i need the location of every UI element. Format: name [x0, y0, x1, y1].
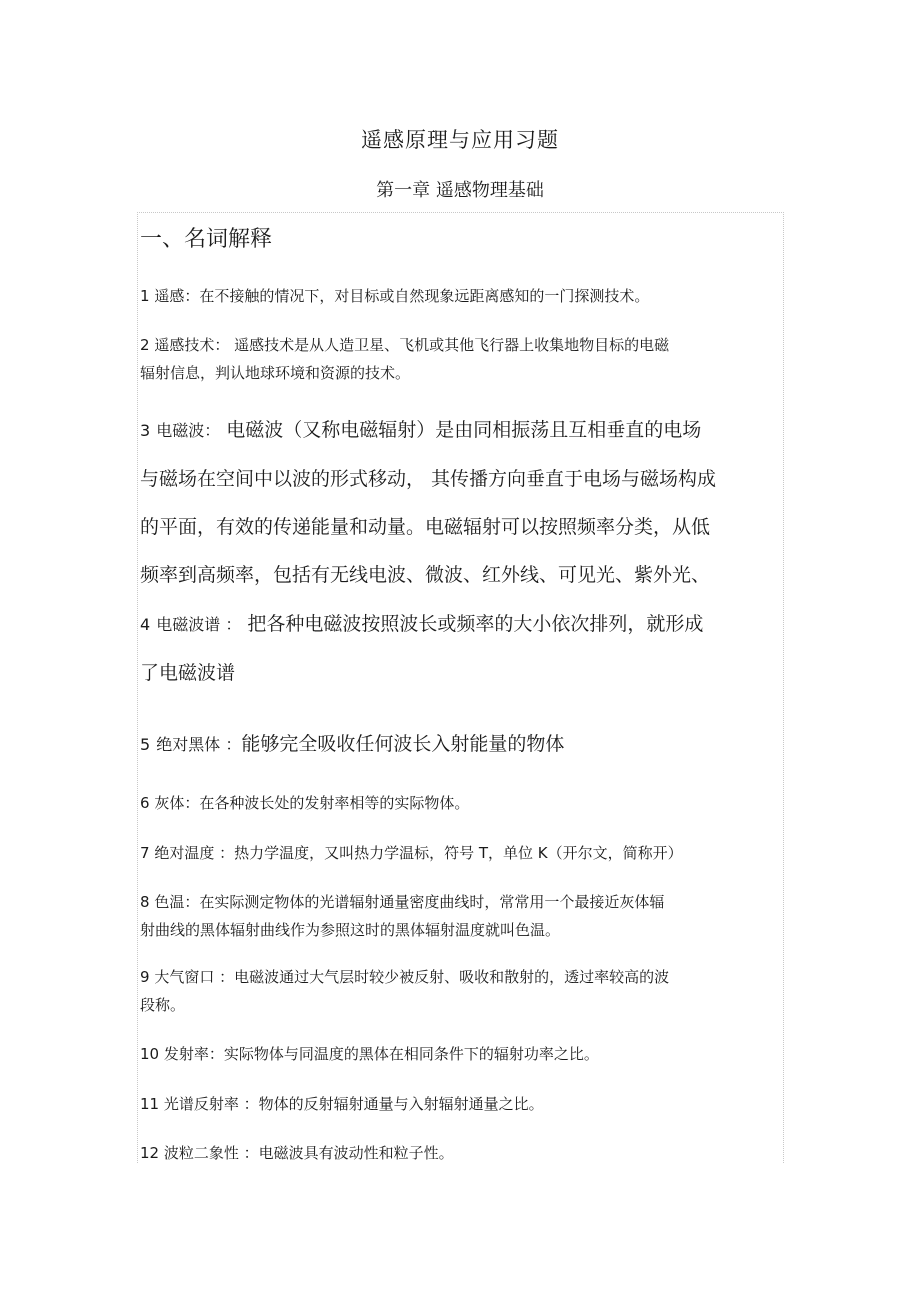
definition-entry	[140, 406, 780, 599]
definition-entry	[140, 839, 780, 867]
entry-text: 在不接触的情况下，对目标或自然现象远距离感知的一门探测技术。	[199, 287, 650, 305]
definition-entry	[140, 888, 780, 944]
entry-number: 11	[140, 1095, 160, 1113]
entry-text: 在实际测定物体的光谱辐射通量密度曲线时，常常用一个最接近灰体辐	[199, 893, 665, 911]
chapter-heading: 第一章 遥感物理基础	[376, 180, 544, 201]
entry-number: 1	[140, 287, 150, 305]
entry-line: 了电磁波谱	[140, 662, 236, 684]
entry-line: 段称。	[140, 996, 186, 1014]
definition-entry	[140, 282, 780, 310]
entry-term: 绝对黑体 ：	[156, 735, 242, 754]
entry-number: 8	[140, 893, 150, 911]
entry-text: 实际物体与同温度的黑体在相同条件下的辐射功率之比。	[223, 1045, 599, 1063]
entry-term: 灰体：	[154, 794, 200, 812]
entry-number: 4	[140, 615, 151, 634]
entry-term: 遥感：	[154, 287, 200, 305]
entry-line: 的平面，有效的传递能量和动量。电磁辐射可以按照频率分类，从低	[140, 516, 711, 538]
definition-entry	[140, 963, 780, 1019]
definition-entry	[140, 600, 780, 697]
entry-text: 遥感技术是从人造卫星、飞机或其他飞行器上收集地物目标的电磁	[229, 336, 670, 354]
entry-number: 12	[140, 1144, 160, 1162]
entry-term: 发射率：	[163, 1045, 224, 1063]
entry-line	[140, 406, 780, 455]
entry-term: 绝对温度 ：	[154, 844, 235, 862]
entry-term: 电磁波谱 ：	[156, 615, 242, 634]
entry-text: 能够完全吸收任何波长入射能量的物体	[241, 733, 565, 755]
entry-number: 7	[140, 844, 150, 862]
entry-text: 电磁波（又称电磁辐射）是由同相振荡且互相垂直的电场	[220, 419, 702, 441]
document-title: 遥感原理与应用习题	[361, 128, 559, 152]
entry-term: 电磁波：	[156, 421, 221, 440]
definition-entry	[140, 720, 780, 769]
definition-entry	[140, 1090, 780, 1118]
entry-line	[140, 331, 780, 359]
entry-number: 5	[140, 735, 151, 754]
entry-text: 热力学温度，又叫热力学温标，符号 T，单位 K（开尔文，简称开）	[234, 844, 683, 862]
entry-text: 在各种波长处的发射率相等的实际物体。	[199, 794, 470, 812]
entry-line	[140, 600, 780, 649]
entry-term: 遥感技术：	[154, 336, 230, 354]
entry-text: 物体的反射辐射通量与入射辐射通量之比。	[258, 1095, 544, 1113]
definition-entry	[140, 789, 780, 817]
definition-entry	[140, 1139, 780, 1167]
entry-number: 10	[140, 1045, 160, 1063]
entry-term: 色温：	[154, 893, 200, 911]
entry-number: 2	[140, 336, 150, 354]
entry-term: 光谱反射率 ：	[163, 1095, 259, 1113]
entry-term: 大气窗口 ：	[154, 968, 235, 986]
section-heading: 一、名词解释	[140, 227, 273, 252]
entry-line	[140, 963, 780, 991]
entry-number: 6	[140, 794, 150, 812]
entry-term: 波粒二象性 ：	[163, 1144, 259, 1162]
entry-text: 把各种电磁波按照波长或频率的大小依次排列，就形成	[241, 613, 704, 635]
entry-text: 电磁波通过大气层时较少被反射、吸收和散射的，透过率较高的波	[234, 968, 670, 986]
entry-line: 辐射信息，判认地球环境和资源的技术。	[140, 364, 411, 382]
entry-text: 电磁波具有波动性和粒子性。	[258, 1144, 454, 1162]
entry-number: 9	[140, 968, 150, 986]
definition-entry	[140, 1040, 780, 1068]
entry-number: 3	[140, 421, 151, 440]
definition-entry	[140, 331, 780, 387]
entry-line: 频率到高频率，包括有无线电波、微波、红外线、可见光、紫外光、	[140, 564, 711, 586]
entry-line: 与磁场在空间中以波的形式移动， 其传播方向垂直于电场与磁场构成	[140, 468, 717, 490]
entry-line: 射曲线的黑体辐射曲线作为参照这时的黑体辐射温度就叫色温。	[140, 921, 561, 939]
entry-line	[140, 888, 780, 916]
